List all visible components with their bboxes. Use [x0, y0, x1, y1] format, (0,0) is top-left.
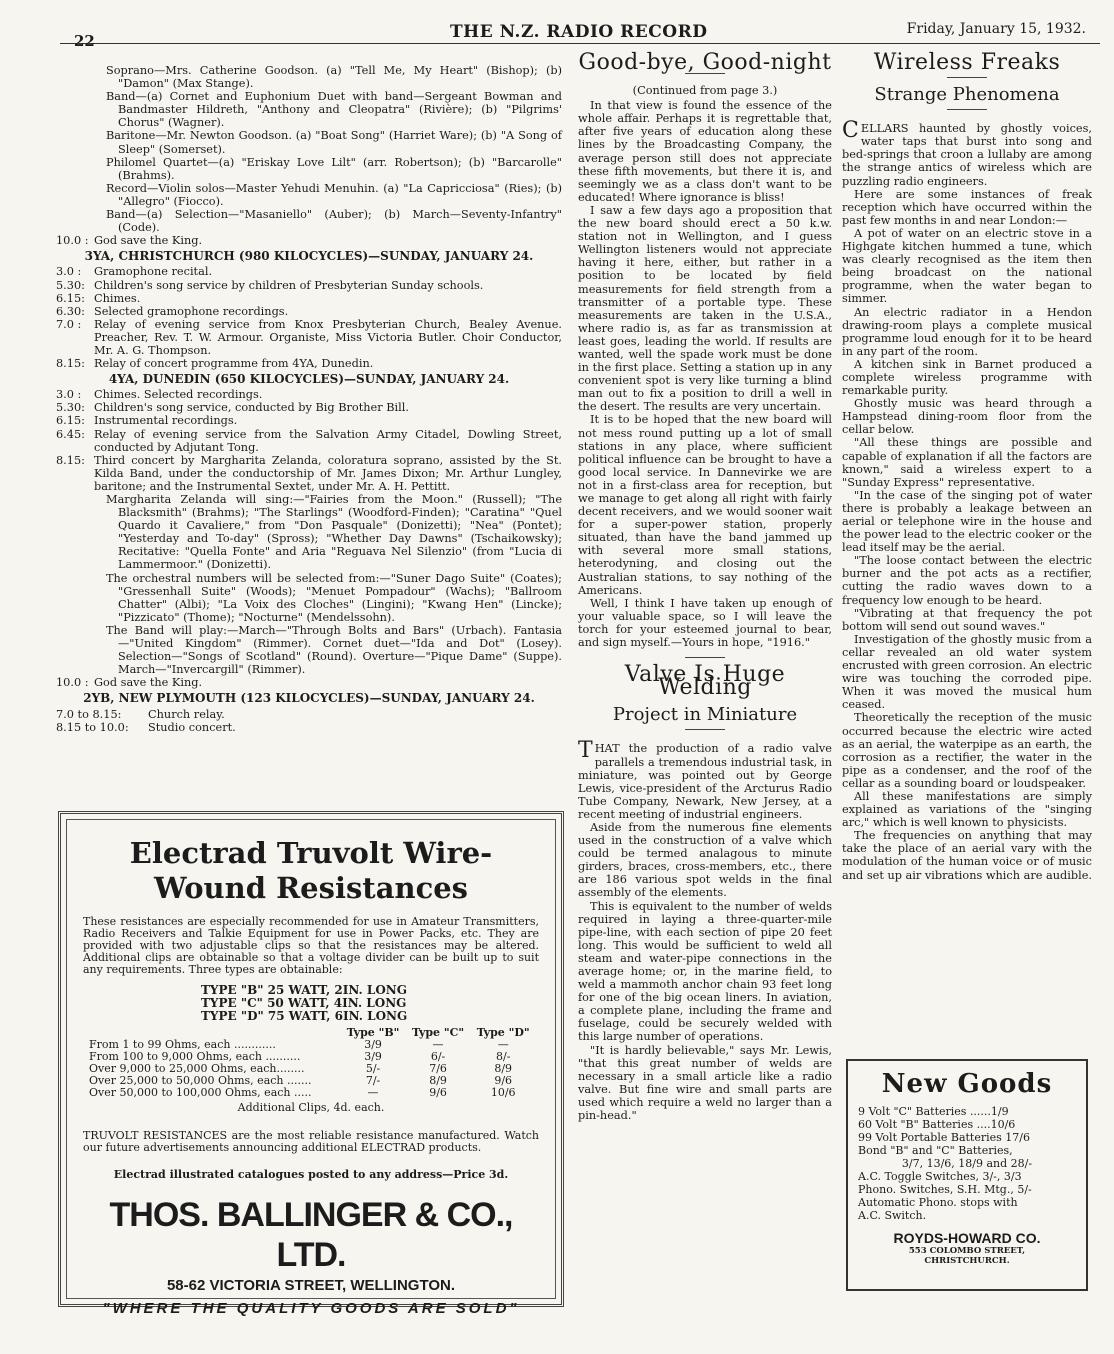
ad-body: These resistances are especially recommended for use in Amateur Transmitters, Radio Receivers and Talkie Equipment for use in Power Packs, etc. They are provided with two adjustable clips so that the resistances may be altered. Additional clips are obtainable so that a voltage divider can be built up to suit any requirements. Three types are obtainable:	[83, 915, 539, 976]
programme-item	[56, 265, 562, 278]
new-goods-item: 9 Volt "C" Batteries ......1/9	[858, 1105, 1009, 1118]
concert-details	[56, 493, 562, 676]
programme-item	[56, 279, 562, 292]
article-paragraph: Well, I think I have taken up enough of your valuable space, so I will leave the torch for your esteemed journal to bear, and sign myself.—Yours in hope, "1916."	[578, 596, 832, 650]
table-cell: 7/-	[365, 1074, 381, 1087]
programme-text: Relay of evening service from Knox Presbyterian Church, Bealey Avenue. Preacher, Rev. T. W. Armour. Organiste, Miss Victoria Butler. Choir Conductor, Mr. A. G. Thompson.	[94, 317, 562, 357]
table-cell: From 1 to 99 Ohms, each ............	[89, 1038, 276, 1051]
programme-time: 7.0 to 8.15:	[56, 707, 122, 721]
article-paragraph: Theoretically the reception of the music occurred because the electric wire acted as an aerial, the waterpipe as an earth, the corrosion as a rectifier, the water in the pipe as a condenser, and the roof of the cellar as a sounding board or loudspeaker.	[842, 711, 1092, 790]
new-goods-item: Bond "B" and "C" Batteries,	[858, 1144, 1013, 1157]
table-cell: 10/6	[490, 1086, 516, 1099]
programme-text: Studio concert.	[148, 720, 236, 734]
article-paragraph: The frequencies on anything that may take the place of an aerial vary with the modulation of the human voice or of music and set up air vibrations which are audible.	[842, 829, 1093, 882]
programme-item	[56, 318, 562, 357]
table-header: Type "C"	[412, 1026, 465, 1039]
programme-item	[56, 401, 562, 414]
programme-time: 8.15:	[56, 453, 85, 467]
new-goods-item: Automatic Phono. stops with	[858, 1196, 1018, 1209]
new-goods-item: Phono. Switches, S.H. Mtg., 5/-	[858, 1183, 1032, 1196]
electrad-advertisement	[58, 811, 564, 1317]
continued-note: (Continued from page 3.)	[632, 84, 778, 98]
table-header: Type "D"	[476, 1026, 530, 1039]
new-goods-list	[858, 1105, 1076, 1222]
article-paragraph: Aside from the numerous fine elements used in the construction of a valve which could be termed analagous to minute girders, braces, cross-members, etc., there are 186 various spot welds in the final assembly of the elements.	[578, 820, 832, 900]
programme-performer: Band—(a) Selection—"Masaniello" (Auber); (b) March—Seventy-Infantry" (Code).	[106, 208, 562, 235]
valve-article	[578, 738, 832, 1123]
article-paragraph: A kitchen sink in Barnet produced a complete wireless programme with remarkable purity.	[842, 357, 1092, 398]
article-paragraph: CELLARS haunted by ghostly voices, water taps that burst into song and bed-springs that croon a lullaby are among the strange antics of wireless which are puzzling radio engineers.	[842, 118, 1092, 188]
ad-slogan: "WHERE THE QUALITY GOODS ARE SOLD"	[102, 1300, 520, 1317]
programme-item	[56, 708, 562, 721]
article-paragraph: It is to be hoped that the new board will not mess round putting up a lot of small stations in any place, where sufficient political influence can be brought to have a good local service. In Dannevirke we are not in a first-class area for reception, but we manage to get along all right with fairly decent receivers, and we would sooner wait for a super-power station, properly situated, than have the band jammed up with several more small stations, heterodyning, and closing out the Australian stations, to say nothing of the Americans.	[578, 413, 832, 597]
programme-performer: Baritone—Mr. Newton Goodson. (a) "Boat Song" (Harriet Ware); (b) "A Song of Sleep" (Somerset).	[106, 129, 562, 156]
ad-catalogue: Electrad illustrated catalogues posted to any address—Price 3d.	[113, 1168, 509, 1181]
ad-type-line: TYPE "B" 25 WATT, 2IN. LONG	[201, 983, 408, 997]
wireless-subtitle: Strange Phenomena	[874, 84, 1060, 106]
station-heading-3ya: 3YA, CHRISTCHURCH (980 KILOCYCLES)—SUNDAY, JANUARY 24.	[84, 249, 534, 264]
programme-item	[56, 414, 562, 427]
programme-text: Relay of evening service from the Salvation Army Citadel, Dowling Street, conducted by Adjutant Tong.	[94, 427, 562, 454]
concert-paragraph: The Band will play:—March—"Through Bolts and Bars" (Urbach). Fantasia—"United Kingdom" (Rimmer). Cornet duet—"Ida and Dot" (Losey). Selection—"Songs of Scotland" (Round). Overture—"Pique Dame" (Suppe). March—"Invercargill" (Rimmer).	[106, 623, 562, 677]
article-paragraph: THAT the production of a radio valve parallels a tremendous industrial task, in miniature, was pointed out by George Lewis, vice-president of the Arcturus Radio Tube Company, Newark, New Jersey, at a recent meeting of industrial engineers.	[578, 738, 832, 821]
valve-subtitle: Project in Miniature	[612, 704, 798, 726]
programme-time: 3.0 :	[56, 388, 82, 402]
ad-type-line: TYPE "C" 50 WATT, 4IN. LONG	[201, 996, 407, 1010]
programme-item	[56, 305, 562, 318]
ad-types	[201, 984, 421, 1023]
programme-text: Church relay.	[148, 707, 225, 721]
article-paragraph: "The loose contact between the electric burner and the pot acts as a rectifier, cutting the radio waves down to a frequency low enough to be heard.	[842, 554, 1092, 607]
station-heading-4ya: 4YA, DUNEDIN (650 KILOCYCLES)—SUNDAY, JANUARY 24.	[108, 372, 510, 387]
table-cell: 5/-	[365, 1062, 381, 1075]
ad-clips: Additional Clips, 4d. each.	[237, 1101, 385, 1114]
programme-item: 10.0 : God save the King.	[56, 234, 203, 248]
article-paragraph: All these manifestations are simply explained as variations of the "singing arc," which is well known to physicists.	[842, 789, 1092, 830]
programme-item	[56, 428, 562, 454]
programme-text: Instrumental recordings.	[94, 414, 238, 428]
programme-item	[56, 388, 562, 401]
ad-type-line: TYPE "D" 75 WATT, 6IN. LONG	[201, 1009, 408, 1023]
concert-paragraph: The orchestral numbers will be selected from:—"Suner Dago Suite" (Coates); "Gressenhall Suite" (Woods); "Menuet Pompadour" (Wachs); "Ballroom Chatter" (Albi); "La Voix des Cloches" (Lingini); "Kwang Hen" (Lincke); "Pizzicato" (Thome); "Nocturne" (Mendelssohn).	[106, 571, 562, 624]
table-cell: 8/9	[494, 1062, 513, 1075]
programme-time: 5.30:	[56, 278, 85, 292]
programme-item	[56, 292, 562, 305]
article-paragraph: Ghostly music was heard through a Hampstead dining-room floor from the cellar below.	[842, 397, 1092, 437]
programme-text: Chimes. Selected recordings.	[94, 388, 263, 402]
article-paragraph: "It is hardly believable," says Mr. Lewis, "that this great number of welds are necessary in a small article like a radio valve. But fine wire and small parts are used which require a weld no larger than a pin-head."	[578, 1043, 832, 1123]
programme-column	[56, 64, 562, 734]
table-cell: 9/6	[429, 1086, 447, 1099]
masthead: THE N.Z. RADIO RECORD	[450, 22, 708, 42]
ad-title-line2: Wound Resistances	[153, 871, 468, 905]
programme-performer: Record—Violin solos—Master Yehudi Menuhin. (a) "La Capricciosa" (Ries); (b) "Allegro" (Fiocco).	[106, 181, 562, 208]
new-goods-item: A.C. Toggle Switches, 3/-, 3/3	[858, 1170, 1022, 1183]
article-paragraph: This is equivalent to the number of welds required in laying a three-quarter-mile pipe-line, with each section of pipe 20 feet long. This would be sufficient to weld all steam and water-pipe connections in the average home; or, in the marine field, to weld a mammoth anchor chain 93 feet long for one of the big ocean liners. In aviation, a complete plane, including the frame and fuselage, could be securely welded with this large number of operations.	[578, 899, 832, 1044]
goodbye-article	[578, 99, 832, 649]
issue-date: Friday, January 15, 1932.	[906, 21, 1086, 37]
table-cell: Over 50,000 to 100,000 Ohms, each .....	[89, 1086, 312, 1099]
programme-text: Gramophone recital.	[94, 265, 213, 279]
table-cell: 3/9	[364, 1038, 382, 1051]
programme-text: Third concert by Margharita Zelanda, coloratura soprano, assisted by the St. Kilda Band, under the conductorship of Mr. James Dixon; Mr. Arthur Lungley, baritone; and the Instrumental Sextet, under Mr. A. H. Pettitt.	[94, 453, 562, 493]
programme-item	[56, 454, 562, 493]
programme-time: 8.15:	[56, 357, 85, 371]
new-goods-item: 60 Volt "B" Batteries ....10/6	[858, 1118, 1016, 1131]
new-goods-item: A.C. Switch.	[858, 1209, 927, 1222]
article-paragraph: "All these things are possible and capable of explanation if all the factors are known," said a wireless expert to a "Sunday Express" representative.	[842, 436, 1092, 489]
station-items-3ya	[56, 265, 562, 370]
table-cell: —	[497, 1038, 509, 1051]
intro-items	[56, 64, 562, 234]
table-header: Type "B"	[346, 1026, 400, 1039]
article-paragraph: Here are some instances of freak reception which have occurred within the past few months in and near London:—	[842, 187, 1092, 227]
station-heading-2yb: 2YB, NEW PLYMOUTH (123 KILOCYCLES)—SUNDAY, JANUARY 24.	[83, 691, 535, 706]
right-column	[842, 50, 1093, 882]
goodbye-title: Good-bye, Good-night	[578, 50, 832, 75]
table-cell: 3/9	[364, 1050, 382, 1063]
page-number: 22	[74, 32, 95, 50]
programme-text: Chimes.	[94, 291, 141, 305]
programme-time: 8.15 to 10.0:	[56, 720, 129, 734]
table-cell: 6/-	[430, 1050, 446, 1063]
programme-time: 7.0 :	[56, 317, 82, 331]
table-cell: 8/9	[429, 1074, 447, 1087]
table-cell: 9/6	[494, 1074, 513, 1087]
new-goods-address-1: 553 COLOMBO STREET,	[908, 1246, 1026, 1256]
new-goods-advertisement	[846, 1059, 1088, 1291]
programme-text: Children's song service by children of Presbyterian Sunday schools.	[94, 278, 484, 292]
ad-truvolt: TRUVOLT RESISTANCES are the most reliable resistance manufactured. Watch our future advertisements announcing additional ELECTRAD products.	[83, 1129, 539, 1154]
table-cell: —	[367, 1086, 379, 1099]
table-cell: Over 9,000 to 25,000 Ohms, each........	[89, 1062, 305, 1075]
programme-time: 6.30:	[56, 304, 85, 318]
table-cell: —	[432, 1038, 444, 1051]
programme-text: Selected gramophone recordings.	[94, 304, 289, 318]
programme-performer: Philomel Quartet—(a) "Eriskay Love Lilt" (arr. Robertson); (b) "Barcarolle" (Brahms).	[106, 155, 562, 182]
table-cell: Over 25,000 to 50,000 Ohms, each .......	[89, 1074, 312, 1087]
wireless-title: Wireless Freaks	[873, 50, 1061, 75]
programme-time: 6.45:	[56, 427, 85, 441]
new-goods-company: ROYDS-HOWARD CO.	[893, 1230, 1041, 1246]
programme-time: 6.15:	[56, 414, 85, 428]
article-paragraph: "Vibrating at that frequency the pot bottom will send out sound waves."	[842, 606, 1092, 633]
article-paragraph: In that view is found the essence of the whole affair. Perhaps it is regrettable that, after five years of education along these lines by the Broadcasting Company, the average person still does not appreciate these fifth movements, but there it is, and seemingly we as a class don't want to be educated! Where ignorance is bliss!	[578, 99, 832, 204]
new-goods-title: New Goods	[881, 1069, 1053, 1099]
article-paragraph: An electric radiator in a Hendon drawing-room plays a complete musical programme loud enough for it to be heard in any part of the room.	[842, 305, 1092, 358]
ad-address: 58-62 VICTORIA STREET, WELLINGTON.	[166, 1277, 456, 1294]
programme-item	[56, 721, 562, 734]
programme-time: 6.15:	[56, 291, 85, 305]
wireless-article	[842, 118, 1093, 882]
ad-title-line1: Electrad Truvolt Wire-	[129, 836, 493, 870]
programme-item	[56, 357, 562, 370]
programme-performer: Soprano—Mrs. Catherine Goodson. (a) "Tell Me, My Heart" (Bishop); (b) "Damon" (Max Stange).	[106, 64, 562, 91]
programme-item: 10.0 : God save the King.	[56, 676, 203, 690]
programme-time: 5.30:	[56, 401, 85, 415]
new-goods-item: 3/7, 13/6, 18/9 and 28/-	[901, 1157, 1033, 1170]
station-items-4ya	[56, 388, 562, 493]
valve-title: Valve Is Huge Welding	[624, 662, 786, 701]
table-cell: From 100 to 9,000 Ohms, each ..........	[89, 1050, 301, 1063]
article-paragraph: I saw a few days ago a proposition that the new board should erect a 50 k.w. station not in Wellington, and I guess Wellington listeners would not appreciate having it here, either, but rather in a position to be located by field measurements for field strength from a transmitter of a portable type. These measurements are taken in the U.S.A., where radio is, as far as transmission at least goes, leading the world. If results are wanted, well the spade work must be done in the first place. Setting a station up in any convenient spot is very like turning a blind man out to fix a position to drill a well in the desert. The results are very uncertain.	[578, 203, 832, 414]
programme-performer: Band—(a) Cornet and Euphonium Duet with band—Sergeant Bowman and Bandmaster Hildreth, "Anthony and Cleopatra" (Rivière); (b) "Pilgrims' Chorus" (Wagner).	[106, 90, 562, 130]
programme-time: 3.0 :	[56, 265, 82, 279]
programme-text: Children's song service, conducted by Big Brother Bill.	[94, 401, 409, 415]
new-goods-address-2: CHRISTCHURCH.	[924, 1256, 1010, 1266]
table-row	[86, 1087, 536, 1099]
table-cell: 7/6	[429, 1062, 447, 1075]
table-cell: 8/-	[495, 1050, 511, 1063]
price-table	[86, 1027, 536, 1099]
ad-company: THOS. BALLINGER & CO., LTD.	[109, 1196, 513, 1274]
concert-paragraph: Margharita Zelanda will sing:—"Fairies from the Moon." (Russell); "The Blacksmith" (Brahms); "The Starlings" (Woodford-Finden); "Caratina" "Quel Quardo it Cavaliere," from "Don Pasquale" (Donizetti); "Nea" (Pontet); "Yesterday and To-day" (Spross); "Whether Day Dawns" (Tschaikowsky); Recitative: "Quella Fonte" and Aria "Reguava Nel Silenzio" (from "Lucia di Lammermoor." (Donizetti).	[106, 493, 562, 572]
programme-text: Relay of concert programme from 4YA, Dunedin.	[94, 357, 374, 371]
article-paragraph: Investigation of the ghostly music from a cellar revealed an old water system encrusted with green corrosion. An electric wire was touching the corroded pipe. When it was moved the musical hum ceased.	[842, 632, 1092, 712]
article-paragraph: "In the case of the singing pot of water there is probably a leakage between an aerial or telephone wire in the house and the power lead to the electric cooker or the lead itself may be the aerial.	[842, 488, 1092, 555]
station-items-2yb	[56, 708, 562, 734]
middle-column	[578, 50, 832, 1123]
page-header	[60, 20, 1100, 50]
new-goods-item: 99 Volt Portable Batteries 17/6	[858, 1131, 1030, 1144]
article-paragraph: A pot of water on an electric stove in a Highgate kitchen hummed a tune, which was clearly recognised as the item then being broadcast on the national programme, when the water began to simmer.	[842, 226, 1092, 306]
